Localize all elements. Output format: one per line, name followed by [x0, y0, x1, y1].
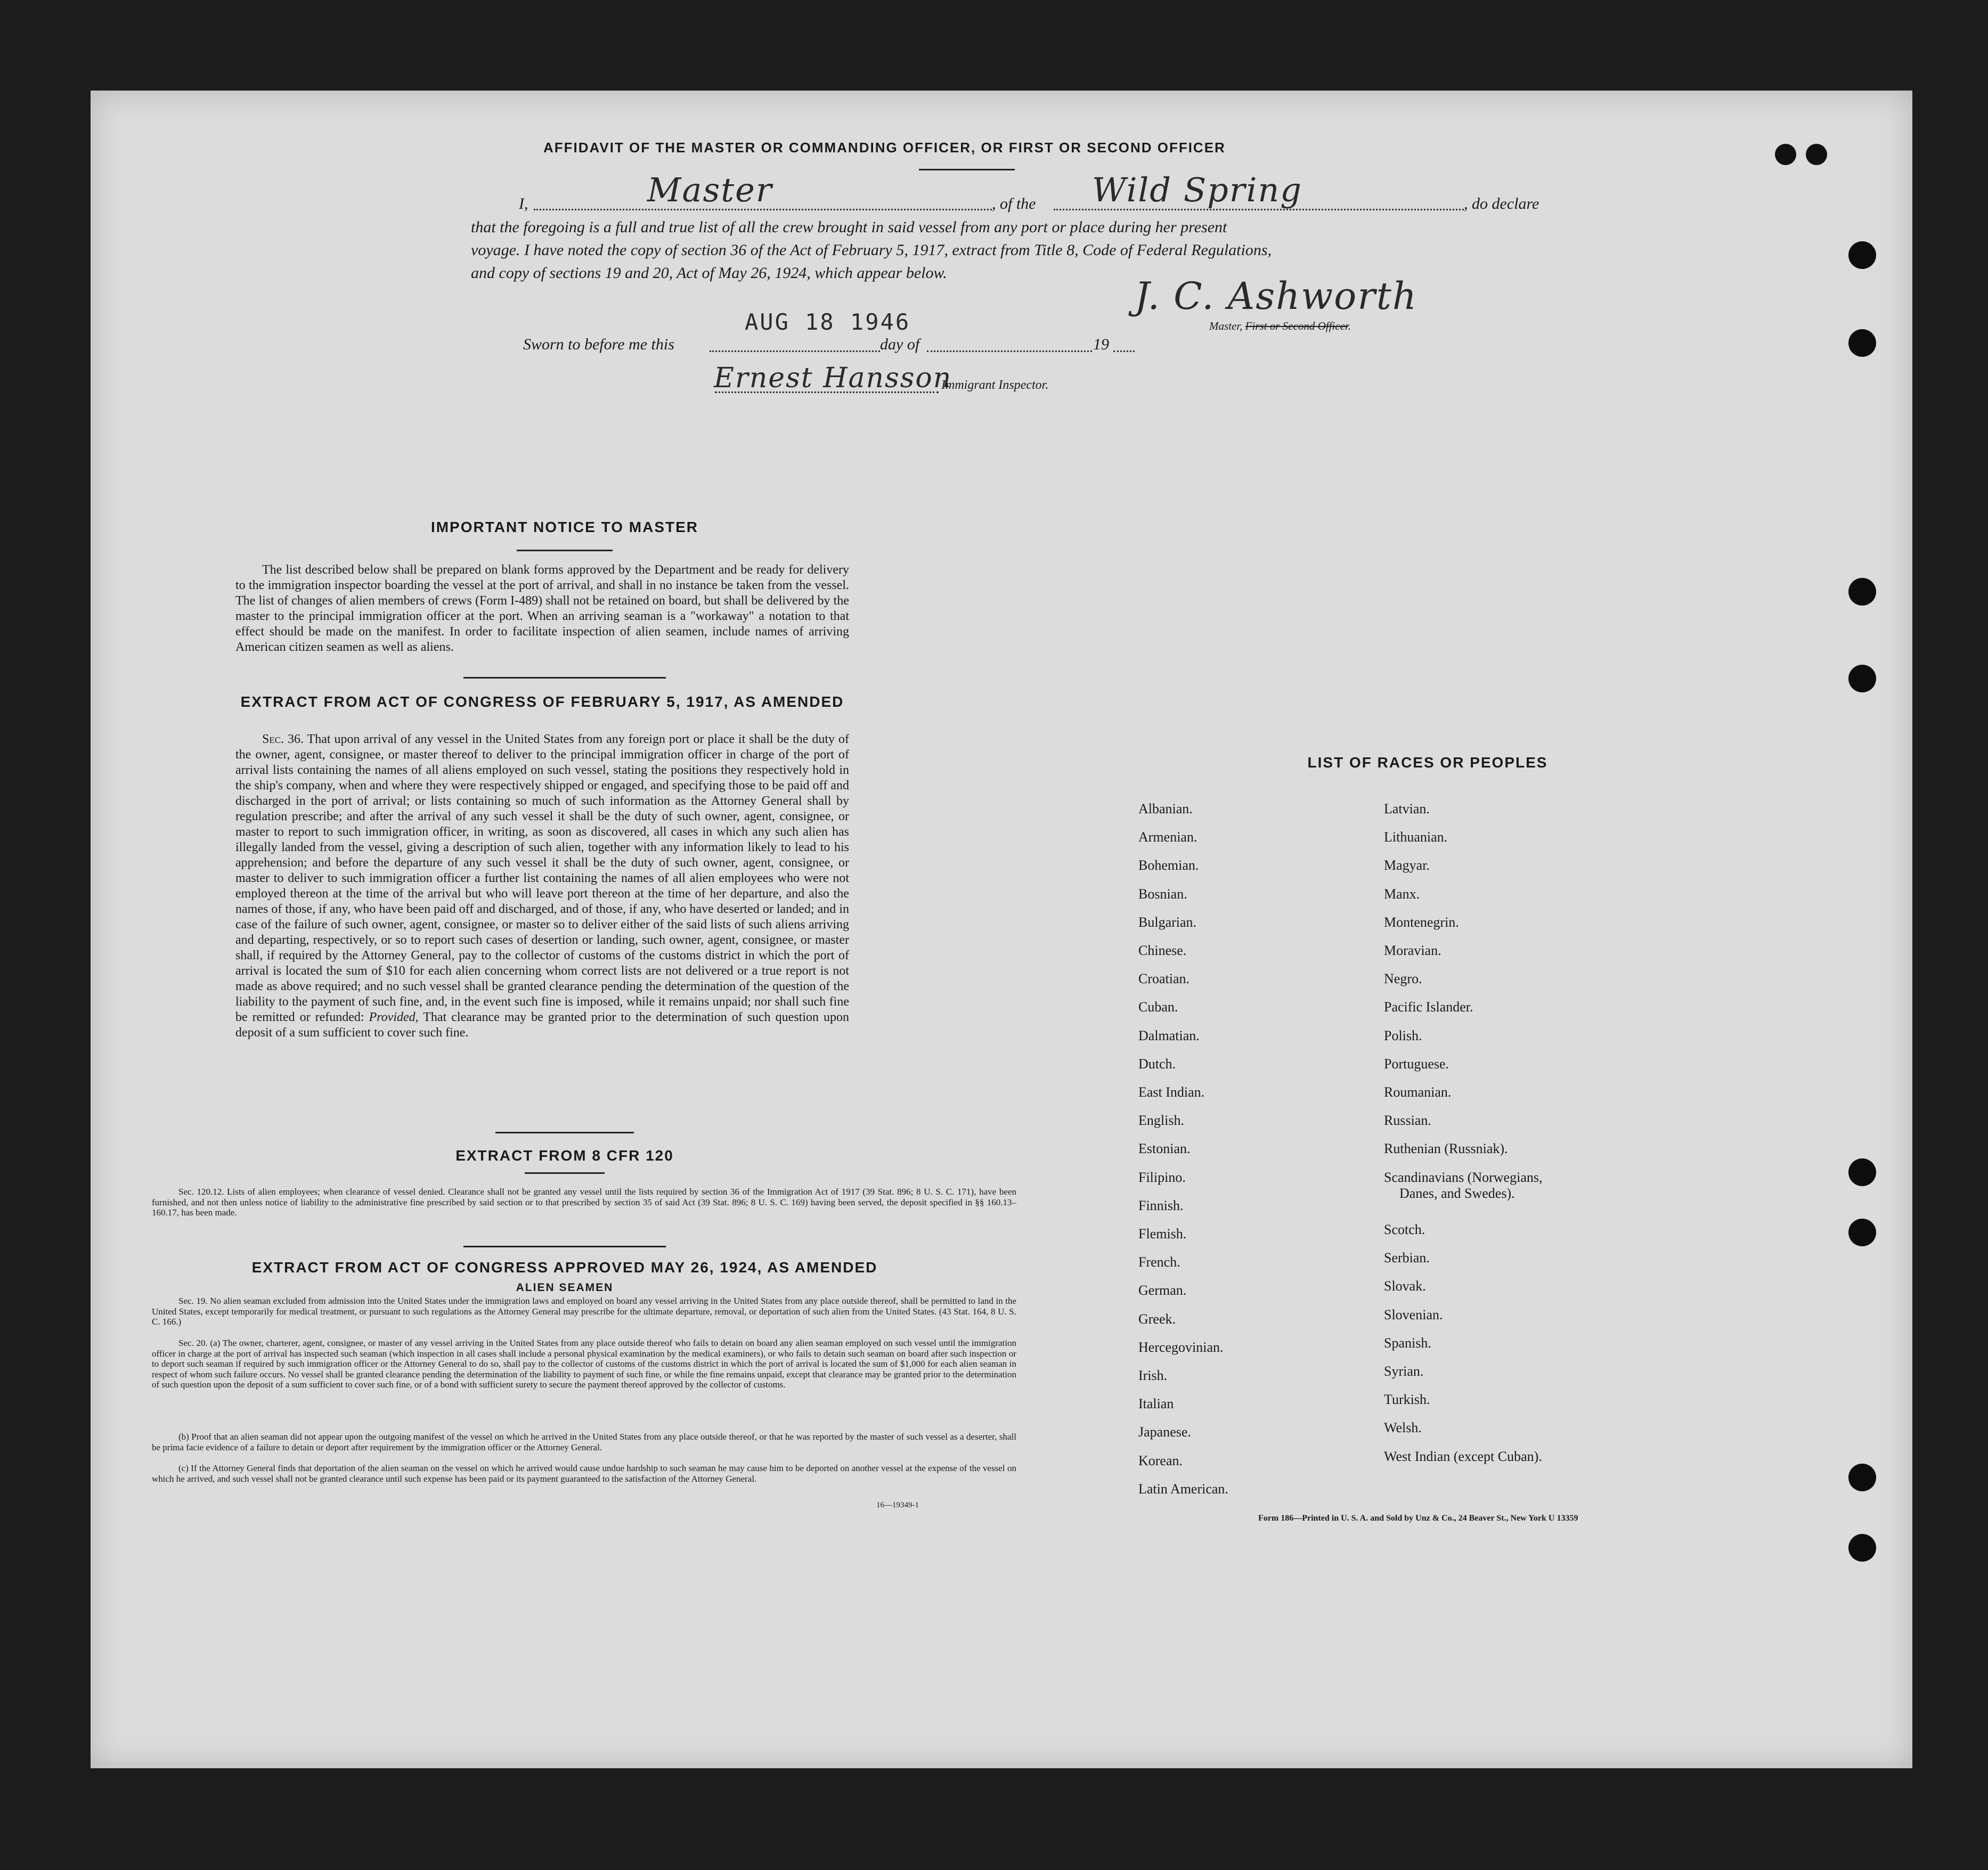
race-item: Scandinavians (Norwegians,: [1384, 1169, 1543, 1185]
race-item: Montenegrin.: [1384, 914, 1459, 930]
affidavit-line1-I: I,: [519, 195, 528, 213]
extract-1917-end-rule: [495, 1132, 634, 1133]
affidavit-line4: and copy of sections 19 and 20, Act of May 26, 1924, which appear below.: [471, 264, 947, 282]
race-item: Slovenian.: [1384, 1306, 1443, 1322]
punch-hole: [1848, 329, 1876, 357]
affidavit-title: AFFIDAVIT OF THE MASTER OR COMMANDING OFFICER, OR FIRST OR SECOND OFFICER: [543, 140, 1226, 156]
punch-hole: [1848, 1219, 1876, 1246]
extract-cfr-body: Sec. 120.12. Lists of alien employees; when clearance of vessel denied. Clearance shall not be granted any vessel until the lists required by section 36 of the Immigration Act of 1917 (39 Stat. 896; 8 U. S. C. 171), have been furnished, and not then unless notice of liability to the administrative fine prescribed by said section or to that prescribed by section 35 of said Act (39 Stat. 896; 8 U. S. C. 169) having been served, the deposit specified in §§ 160.13–160.17, has been made.: [152, 1187, 1016, 1218]
race-item: Hercegovinian.: [1138, 1339, 1224, 1355]
sworn-day-of: day of: [880, 336, 920, 353]
inspector-caption: Immigrant Inspector.: [941, 378, 1049, 392]
race-item: East Indian.: [1138, 1084, 1205, 1100]
race-item: Slovak.: [1384, 1278, 1426, 1294]
extract-cfr-rule: [525, 1172, 605, 1174]
race-item: Armenian.: [1138, 829, 1197, 845]
punch-hole: [1848, 1158, 1876, 1186]
race-item: Welsh.: [1384, 1420, 1422, 1436]
inspector-field: [715, 391, 939, 393]
race-item: Moravian.: [1384, 943, 1441, 958]
master-signature: J. C. Ashworth: [1135, 274, 1417, 318]
extract-1917-title: EXTRACT FROM ACT OF CONGRESS OF FEBRUARY 5, 1917, AS AMENDED: [240, 693, 844, 710]
master-caption-master: Master,: [1209, 320, 1243, 332]
sec20b-body: (b) Proof that an alien seaman did not appear upon the outgoing manifest of the vessel on which he arrived in the United States from any place outside thereof, or that he was reported by the master of such vessel as a deserter, shall be prima facie evidence of a failure to detain or deport after requirement by the immigration officer or the Attorney General.: [152, 1432, 1016, 1452]
race-item: Bosnian.: [1138, 886, 1187, 902]
race-item: Serbian.: [1384, 1250, 1430, 1266]
manifest-page: [91, 91, 1912, 1768]
sec19-body: Sec. 19. No alien seaman excluded from admission into the United States under the immigration laws and employed on board any vessel arriving in the United States from any place outside thereof, shall be permitted to land in the United States, except temporarily for medical treatment, or pursuant to such regulations as the Attorney General may prescribe for the ultimate departure, removal, or deportation of such alien from the United States. (43 Stat. 164, 8 U. S. C. 166.): [152, 1296, 1016, 1327]
race-item: French.: [1138, 1254, 1180, 1270]
race-item: German.: [1138, 1283, 1187, 1299]
extract-1924-subtitle: ALIEN SEAMEN: [516, 1281, 614, 1294]
race-item: Cuban.: [1138, 999, 1178, 1015]
race-item: Estonian.: [1138, 1141, 1191, 1157]
vessel-name-handwritten: Wild Spring: [1092, 170, 1302, 209]
binding-dot: [1806, 144, 1827, 165]
race-item: Lithuanian.: [1384, 829, 1448, 845]
race-item: English.: [1138, 1113, 1184, 1129]
race-item: Magyar.: [1384, 858, 1430, 873]
race-item: Spanish.: [1384, 1335, 1431, 1351]
race-item: Manx.: [1384, 886, 1420, 902]
title-rule: [919, 169, 1015, 170]
sec20a-body: Sec. 20. (a) The owner, charterer, agent, consignee, or master of any vessel arriving in the United States from any place outside thereof who fails to detain on board any alien seaman employed on such vessel until the immigration officer in charge at the port of arrival has inspected such seaman (which inspection in all cases shall include a personal physical examination by the medical examiners), or who fails to detain such seaman on board after such inspection or to deport such seaman if required by such immigration officer or the Attorney General to do so, shall pay to the collector of customs of the customs district in which the port of arrival is located the sum of $1,000 for each alien seaman in respect of whom such failure occurs. No vessel shall be granted clearance pending the determination of the liability to payment of such fine, or while the fine remains unpaid, except that clearance may be granted prior to the determination of such question upon the deposit of a sum sufficient to cover such fine, or of a bond with sufficient surety to secure the payment thereof approved by the collector of customs.: [152, 1338, 1016, 1390]
binding-dot: [1775, 144, 1796, 165]
race-item: Filipino.: [1138, 1169, 1186, 1185]
race-item: Ruthenian (Russniak).: [1384, 1141, 1508, 1157]
race-item: Bohemian.: [1138, 858, 1199, 873]
race-item: Albanian.: [1138, 801, 1193, 816]
form-code: 16—19349-1: [876, 1501, 919, 1509]
form-footer: Form 186—Printed in U. S. A. and Sold by Unz & Co., 24 Beaver St., New York U 13359: [1258, 1514, 1578, 1523]
extract-cfr-end-rule: [463, 1246, 666, 1247]
race-item: Latvian.: [1384, 801, 1430, 816]
sworn-year: 19: [1093, 336, 1109, 353]
date-stamp: AUG 18 1946: [745, 309, 911, 335]
sec36-label: Sec. 36.: [262, 732, 304, 746]
punch-hole: [1848, 665, 1876, 692]
sec20c-body: (c) If the Attorney General finds that deportation of the alien seaman on the vessel on which he arrived would cause undue hardship to such seaman he may cause him to be deported on another vessel at the expense of the vessel on which he arrived, and such vessel shall not be granted clearance until such expense has been paid or its payment guaranteed to the satisfaction of the Attorney General.: [152, 1463, 1016, 1484]
race-item: Finnish.: [1138, 1197, 1184, 1213]
notice-body: The list described below shall be prepared on blank forms approved by the Department and be ready for delivery to the immigration inspector boarding the vessel at the port of arrival, and shall in no instance be taken from the vessel. The list of changes of alien members of crews (Form I-489) shall not be retained on board, but shall be delivered by the master to the principal immigration officer at the port. When an arriving seaman is a "workaway" a notation to that effect should be made on the manifest. In order to facilitate inspection of alien seamen, include names of arriving American citizen seamen as well as aliens.: [235, 563, 849, 654]
notice-title: IMPORTANT NOTICE TO MASTER: [430, 519, 699, 535]
extract-1917-body: [235, 732, 849, 1041]
race-item: Croatian.: [1138, 971, 1190, 987]
affidavit-line2: that the foregoing is a full and true list of all the crew brought in said vessel from any port or place during her present: [471, 218, 1227, 236]
notice-end-rule: [463, 677, 666, 679]
punch-hole: [1848, 241, 1876, 269]
master-caption-end: .: [1348, 320, 1351, 332]
punch-hole: [1848, 1534, 1876, 1562]
punch-hole: [1848, 578, 1876, 606]
race-item: Pacific Islander.: [1384, 999, 1473, 1015]
master-caption: [1209, 320, 1351, 333]
race-item: Danes, and Swedes).: [1399, 1185, 1515, 1201]
race-item: Dutch.: [1138, 1056, 1176, 1072]
race-item: Portuguese.: [1384, 1056, 1449, 1072]
master-caption-struck: First or Second Officer: [1245, 320, 1348, 332]
race-item: Latin American.: [1138, 1481, 1228, 1497]
race-item: Russian.: [1384, 1113, 1431, 1129]
race-item: Flemish.: [1138, 1226, 1187, 1242]
race-item: Dalmatian.: [1138, 1027, 1200, 1043]
extract-cfr-title: EXTRACT FROM 8 CFR 120: [455, 1147, 674, 1164]
race-item: Greek.: [1138, 1311, 1176, 1327]
race-item: Bulgarian.: [1138, 914, 1197, 930]
race-item: Korean.: [1138, 1452, 1183, 1468]
extract-1924-title: EXTRACT FROM ACT OF CONGRESS APPROVED MAY 26, 1924, AS AMENDED: [251, 1259, 878, 1276]
sworn-year-field: [1113, 350, 1135, 352]
race-item: Syrian.: [1384, 1363, 1424, 1379]
race-item: West Indian (except Cuban).: [1384, 1448, 1542, 1464]
race-item: Japanese.: [1138, 1424, 1191, 1440]
affidavit-line3: voyage. I have noted the copy of section 36 of the Act of February 5, 1917, extract from Title 8, Code of Federal Regulations,: [471, 241, 1272, 259]
race-item: Scotch.: [1384, 1222, 1425, 1237]
race-item: Italian: [1138, 1396, 1174, 1412]
sworn-day-field: [710, 350, 880, 352]
notice-rule: [517, 550, 613, 551]
provided-word: Provided,: [369, 1010, 419, 1024]
sec36-body-a: That upon arrival of any vessel in the United States from any foreign port or place it shall be the duty of the owner, agent, consignee, or master thereof to deliver to the principal immigration officer in charge of the port of arrival lists containing the names of all aliens employed on such vessel, stating the positions they respectively hold in the ship's company, when and where they were respectively shipped or engaged, and specifying those to be paid off and discharged in the port of arrival; or lists containing so much of such information as the Attorney General shall by regulation prescribe; and after the arrival of any such vessel it shall be the duty of such owner, agent, consignee, or master to report to such immigration officer, in writing, as soon as discovered, all cases in which any such alien has illegally landed from the vessel, giving a description of such alien, together with any information likely to lead to his apprehension; and before the departure of any such vessel it shall be the duty of such owner, agent, consignee, or master to deliver to such immigration officer a further list containing the names of all alien employees who were not employed thereon at the time of the arrival but who will leave port thereon at the time of her departure, and also the names of those, if any, who have been paid off and discharged, and of those, if any, who have deserted or landed; and in case of the failure of such owner, agent, consignee, or master so to deliver either of the said lists of such aliens arriving and departing, respectively, or so to report such cases of desertion or landing, such owner, agent, consignee, or master shall, if required by the Attorney General, pay to the collector of customs of the customs district in which the port of arrival is located the sum of $10 for each alien concerning whom correct lists are not delivered or a true report is not made as above required; and no such vessel shall be granted clearance pending the determination of the question of the liability to the payment of such fine, and, in the event such fine is imposed, while it remains unpaid; nor shall such fine be remitted or refunded:: [235, 732, 849, 1024]
race-item: Negro.: [1384, 971, 1422, 987]
master-name-handwritten: Master: [647, 170, 773, 209]
sworn-month-field: [927, 350, 1092, 352]
affidavit-line1-declare: , do declare: [1464, 195, 1539, 213]
punch-hole: [1848, 1464, 1876, 1491]
race-item: Chinese.: [1138, 943, 1187, 958]
races-title: LIST OF RACES OR PEOPLES: [1307, 754, 1548, 771]
race-item: Irish.: [1138, 1368, 1168, 1383]
sworn-prefix: Sworn to before me this: [523, 336, 674, 353]
race-item: Roumanian.: [1384, 1084, 1452, 1100]
sec36-body-b: That clearance may be granted prior to the determination of such question upon deposit of a sum sufficient to cover such fine.: [235, 1010, 850, 1040]
race-item: Polish.: [1384, 1027, 1422, 1043]
affidavit-line1-of-the: , of the: [992, 195, 1036, 213]
inspector-signature: Ernest Hansson: [714, 362, 952, 394]
race-item: Turkish.: [1384, 1392, 1430, 1408]
